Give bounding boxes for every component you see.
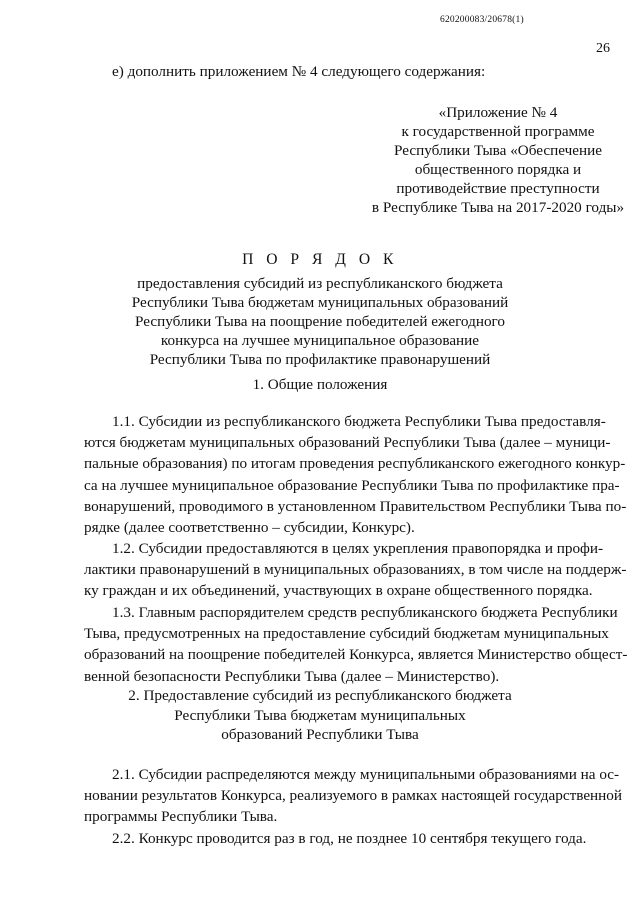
paragraph-2-1	[84, 764, 623, 828]
subtitle-line: Республики Тыва на поощрение победителей ежегодного	[135, 313, 505, 330]
section-heading-line: 1. Общие положения	[252, 376, 388, 393]
amendment-line: е) дополнить приложением № 4 следующего содержания:	[112, 63, 486, 80]
appendix-reference	[330, 103, 640, 217]
paragraph-line: лактики правонарушений в муниципальных образованиях, в том числе на поддерж-	[84, 561, 627, 579]
paragraph-line: 1.2. Субсидии предоставляются в целях укрепления правопорядка и профи-	[112, 540, 604, 557]
paragraph-line: Тыва, предусмотренных на предоставление субсидий бюджетам муниципальных	[84, 625, 609, 643]
section-heading-line: Республики Тыва бюджетам муниципальных	[174, 706, 466, 724]
subtitle-line: предоставления субсидий из республиканского бюджета	[137, 275, 503, 292]
paragraph-line: вонарушений, проводимого в установленном Правительством Республики Тыва по-	[84, 497, 627, 515]
paragraph-2-2	[84, 828, 586, 849]
section-2-heading	[0, 686, 640, 745]
paragraph-line: 1.3. Главным распорядителем средств республиканского бюджета Республики	[112, 604, 618, 621]
paragraph-1-1	[84, 411, 627, 538]
paragraph-line: образований на поощрение победителей Конкурса, является Министерство общест-	[84, 646, 628, 664]
page-number: 26	[596, 41, 610, 56]
document-subtitle	[0, 274, 640, 369]
paragraph-line: рядке (далее соответственно – субсидии, Конкурс).	[84, 519, 415, 537]
paragraph-line: новании результатов Конкурса, реализуемого в рамках настоящей государственной	[84, 787, 623, 805]
appendix-line: в Республике Тыва на 2017-2020 годы»	[371, 199, 625, 216]
appendix-line: к государственной программе	[401, 123, 595, 140]
paragraph-1-3	[84, 602, 628, 687]
paragraph-line: венной безопасности Республики Тыва (далее – Министерство).	[84, 667, 500, 685]
document-title: П О Р Я Д О К	[242, 251, 398, 268]
paragraph-line: са на лучшее муниципальное образование Республики Тыва по профилактике пра-	[84, 476, 620, 494]
section-1-heading	[0, 375, 640, 395]
document-id: 620200083/20678(1)	[440, 15, 524, 25]
section-heading-line: образований Республики Тыва	[221, 726, 419, 743]
paragraph-1-2	[84, 538, 627, 602]
paragraph-line: 2.2. Конкурс проводится раз в год, не позднее 10 сентября текущего года.	[112, 830, 587, 847]
paragraph-line: ку граждан и их объединений, участвующих в охране общественного порядка.	[84, 582, 593, 600]
appendix-line: Республики Тыва «Обеспечение	[393, 142, 603, 159]
paragraph-line: пальные образования) по итогам проведения республиканского ежегодного конкур-	[84, 455, 626, 473]
appendix-line: общественного порядка и	[414, 161, 582, 178]
paragraph-line: 1.1. Субсидии из республиканского бюджета Республики Тыва предоставля-	[112, 413, 606, 430]
section-heading-line: 2. Предоставление субсидий из республиканского бюджета	[128, 687, 512, 704]
paragraph-line: 2.1. Субсидии распределяются между муниципальными образованиями на ос-	[112, 766, 620, 783]
appendix-line: «Приложение № 4	[438, 104, 558, 121]
appendix-line: противодействие преступности	[396, 180, 600, 197]
subtitle-line: Республики Тыва бюджетам муниципальных образований	[131, 294, 509, 311]
paragraph-line: ются бюджетам муниципальных образований Республики Тыва (далее – муници-	[84, 434, 611, 452]
subtitle-line: Республики Тыва по профилактике правонарушений	[149, 351, 491, 368]
subtitle-line: конкурса на лучшее муниципальное образование	[160, 332, 480, 349]
paragraph-line: программы Республики Тыва.	[84, 808, 278, 826]
